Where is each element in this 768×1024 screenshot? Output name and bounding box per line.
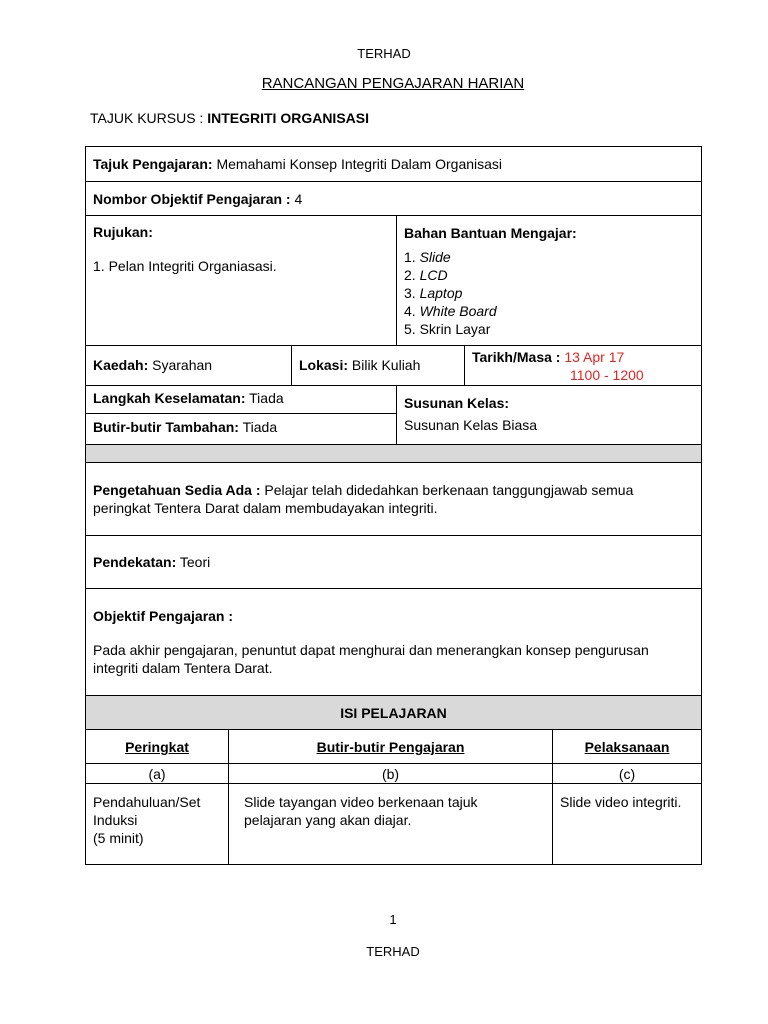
col-header-pelaksanaan: Pelaksanaan	[584, 739, 670, 755]
classification-header: TERHAD	[357, 46, 411, 61]
butir-cell	[86, 414, 396, 435]
row-pendekatan	[86, 536, 701, 589]
rujukan-cell	[86, 216, 397, 345]
col-header-butir: Butir-butir Pengajaran	[229, 730, 553, 763]
row-column-headers	[86, 730, 701, 764]
col-key-c: (c)	[618, 766, 636, 782]
col-key-a: (a)	[86, 764, 229, 783]
course-title	[90, 110, 369, 126]
langkah-cell	[86, 386, 396, 414]
classification-footer: TERHAD	[366, 944, 420, 959]
pendekatan-label: Pendekatan:	[93, 554, 177, 570]
lokasi-label: Lokasi:	[299, 357, 349, 373]
nombor-label: Nombor Objektif Pengajaran :	[93, 191, 291, 207]
susunan-cell	[397, 386, 701, 444]
kaedah-value: Syarahan	[152, 357, 213, 373]
pelaksanaan-cell: Slide video integriti.	[560, 794, 682, 810]
lesson-plan-table	[85, 146, 702, 865]
page-number: 1	[389, 912, 397, 927]
nombor-value: 4	[294, 191, 303, 207]
butir-label: Butir-butir Tambahan:	[93, 419, 239, 435]
pengetahuan-cell	[86, 463, 701, 535]
row-tajuk	[86, 147, 701, 182]
pendekatan-cell	[86, 536, 701, 588]
bahan-item-3: 3. Laptop	[404, 285, 463, 301]
pengetahuan-label: Pengetahuan Sedia Ada :	[93, 482, 261, 498]
bahan-item-1: 1. Slide	[404, 249, 451, 265]
objektif-cell	[86, 589, 701, 695]
susunan-value: Susunan Kelas Biasa	[404, 417, 538, 433]
bahan-label: Bahan Bantuan Mengajar:	[404, 225, 577, 241]
course-label: TAJUK KURSUS :	[90, 110, 204, 126]
kaedah-cell	[86, 346, 292, 385]
row-kaedah	[86, 346, 701, 386]
langkah-label: Langkah Keselamatan:	[93, 390, 246, 406]
bahan-item-5: 5. Skrin Layar	[404, 321, 491, 337]
document-title: RANCANGAN PENGAJARAN HARIAN	[261, 75, 525, 92]
lokasi-cell	[292, 346, 465, 385]
row-separator	[86, 445, 701, 463]
lokasi-value: Bilik Kuliah	[351, 357, 421, 373]
langkah-value: Tiada	[249, 390, 284, 406]
row-pengetahuan	[86, 463, 701, 536]
nombor-cell	[86, 182, 701, 215]
col-header-peringkat: Peringkat	[86, 730, 229, 763]
kaedah-label: Kaedah:	[93, 357, 149, 373]
col-key-b: (b)	[229, 764, 553, 783]
objektif-value: Pada akhir pengajaran, penuntut dapat menghurai dan menerangkan konsep pengurusan integriti dalam Tentera Darat.	[93, 642, 649, 676]
row-rujukan	[86, 216, 701, 346]
butir-pengajaran-cell: Slide tayangan video berkenaan tajuk pelajaran yang akan diajar.	[229, 784, 553, 865]
objektif-label: Objektif Pengajaran :	[93, 608, 234, 624]
butir-value: Tiada	[242, 419, 278, 435]
tajuk-value: Memahami Konsep Integriti Dalam Organisasi	[216, 156, 503, 172]
bahan-item-2: 2. LCD	[404, 267, 448, 283]
susunan-label: Susunan Kelas:	[404, 395, 510, 411]
row-langkah-susunan	[86, 386, 701, 445]
rujukan-value: 1. Pelan Integriti Organiasasi.	[93, 258, 277, 274]
tajuk-label: Tajuk Pengajaran:	[93, 156, 213, 172]
langkah-butir-cell	[86, 386, 397, 444]
pendekatan-value: Teori	[179, 554, 211, 570]
row-objektif	[86, 589, 701, 696]
peringkat-cell: Pendahuluan/Set Induksi (5 minit)	[86, 784, 229, 865]
bahan-item-4: 4. White Board	[404, 303, 497, 319]
pengetahuan-value: Pelajar telah didedahkan berkenaan tanggungjawab semua peringkat Tentera Darat dalam membudayakan integriti.	[93, 482, 634, 516]
tajuk-cell	[86, 147, 701, 181]
rujukan-label: Rujukan:	[93, 224, 153, 240]
tarikh-time: 1100 - 1200	[570, 367, 644, 383]
row-nombor	[86, 182, 701, 216]
row-isi-heading	[86, 696, 701, 730]
tarikh-date: 13 Apr 17	[564, 349, 625, 365]
isi-heading: ISI PELAJARAN	[340, 705, 447, 721]
row-column-keys	[86, 764, 701, 784]
tarikh-label: Tarikh/Masa :	[472, 349, 561, 365]
course-value: INTEGRITI ORGANISASI	[207, 110, 369, 126]
table-row	[86, 784, 701, 865]
tarikh-cell	[465, 346, 701, 385]
bahan-cell	[397, 216, 701, 345]
